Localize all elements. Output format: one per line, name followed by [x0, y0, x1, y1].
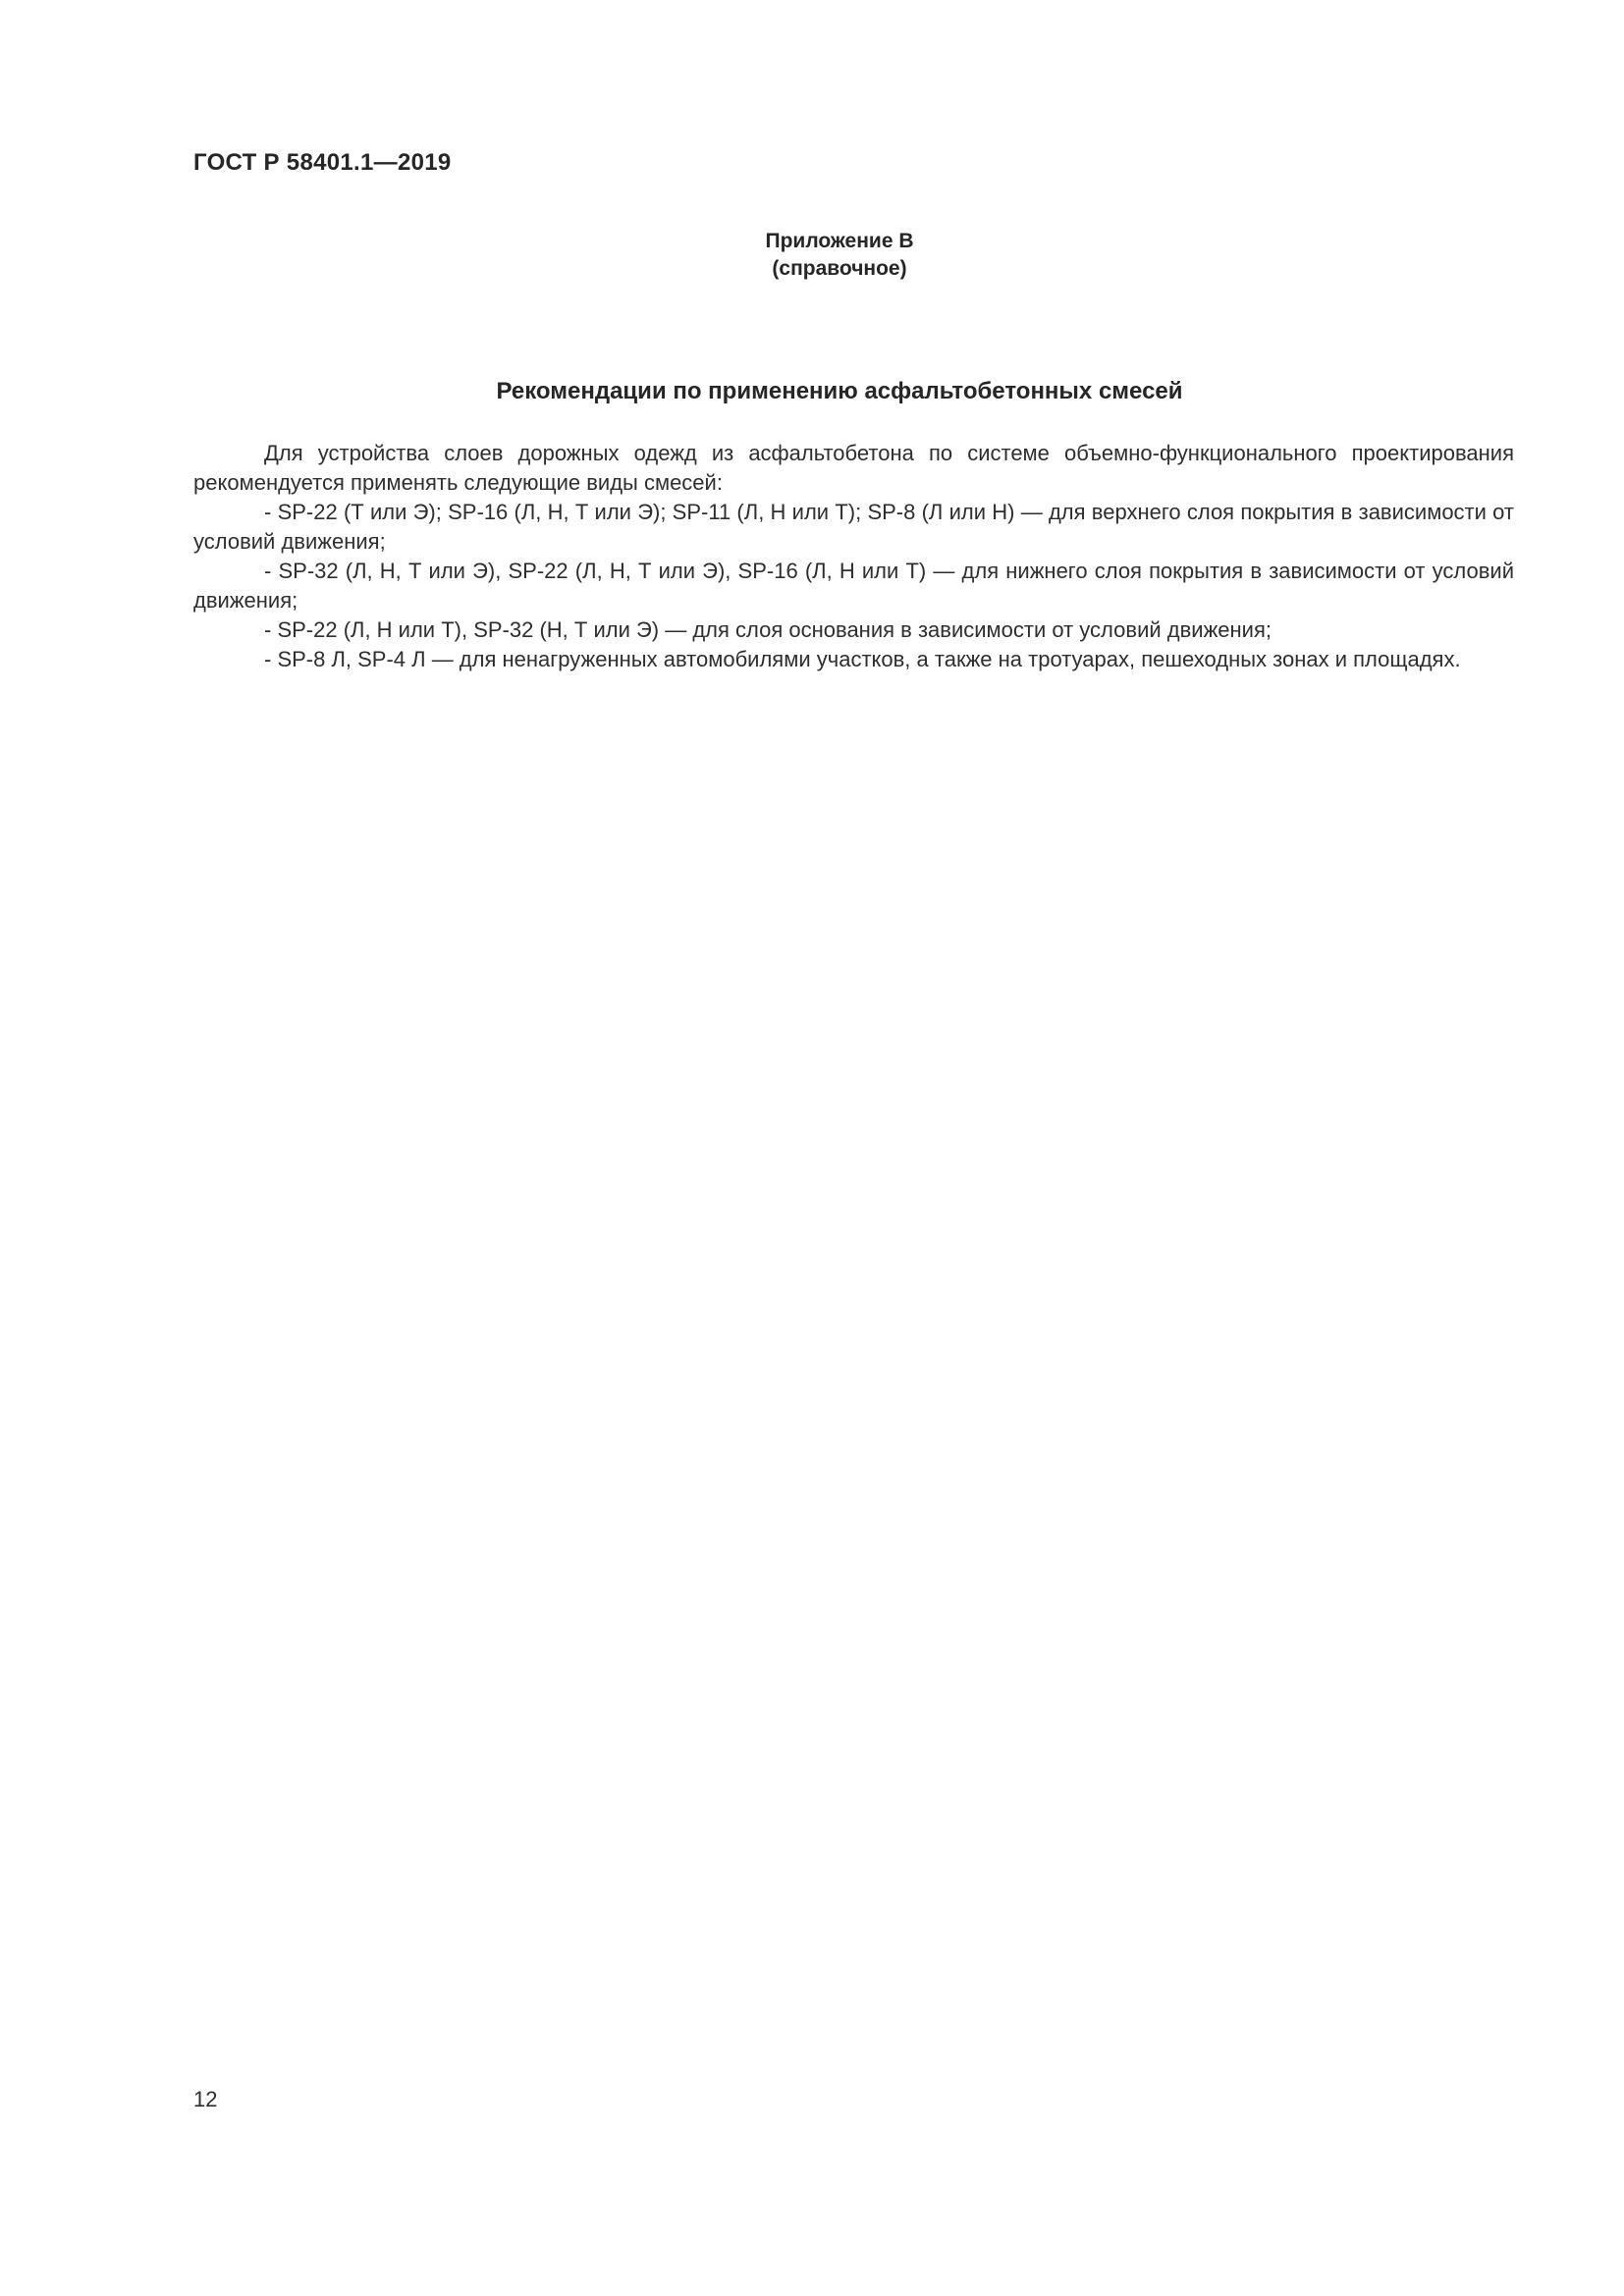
- appendix-title: Приложение В: [765, 230, 914, 252]
- appendix-heading: [0, 228, 1624, 283]
- section-title-block: [0, 378, 1624, 405]
- appendix-subtitle: (справочное): [772, 257, 907, 280]
- list-item: - SP-22 (Л, Н или Т), SP-32 (Н, Т или Э) — для слоя основания в зависимости от условий движения;: [264, 617, 1272, 642]
- section-title: Рекомендации по применению асфальтобетонных смесей: [496, 378, 1183, 404]
- list-item: - SP-32 (Л, Н, Т или Э), SP-22 (Л, Н, Т или Э), SP-16 (Л, Н или Т) — для нижнего слоя покрытия в зависимости от условий движения;: [193, 559, 1514, 613]
- list-item: - SP-8 Л, SP-4 Л — для ненагруженных автомобилями участков, а также на тротуарах, пешеходных зонах и площадях.: [264, 647, 1461, 671]
- page-number: 12: [193, 2087, 218, 2111]
- document-code: ГОСТ Р 58401.1—2019: [193, 149, 452, 176]
- intro-paragraph: Для устройства слоев дорожных одежд из асфальтобетона по системе объемно-функционального проектирования рекомендуется применять следующие виды смесей:: [193, 441, 1514, 495]
- body-text: [193, 439, 1514, 674]
- list-item: - SP-22 (Т или Э); SP-16 (Л, Н, Т или Э); SP-11 (Л, Н или Т); SP-8 (Л или Н) — для верхнего слоя покрытия в зависимости от условий движения;: [193, 500, 1514, 554]
